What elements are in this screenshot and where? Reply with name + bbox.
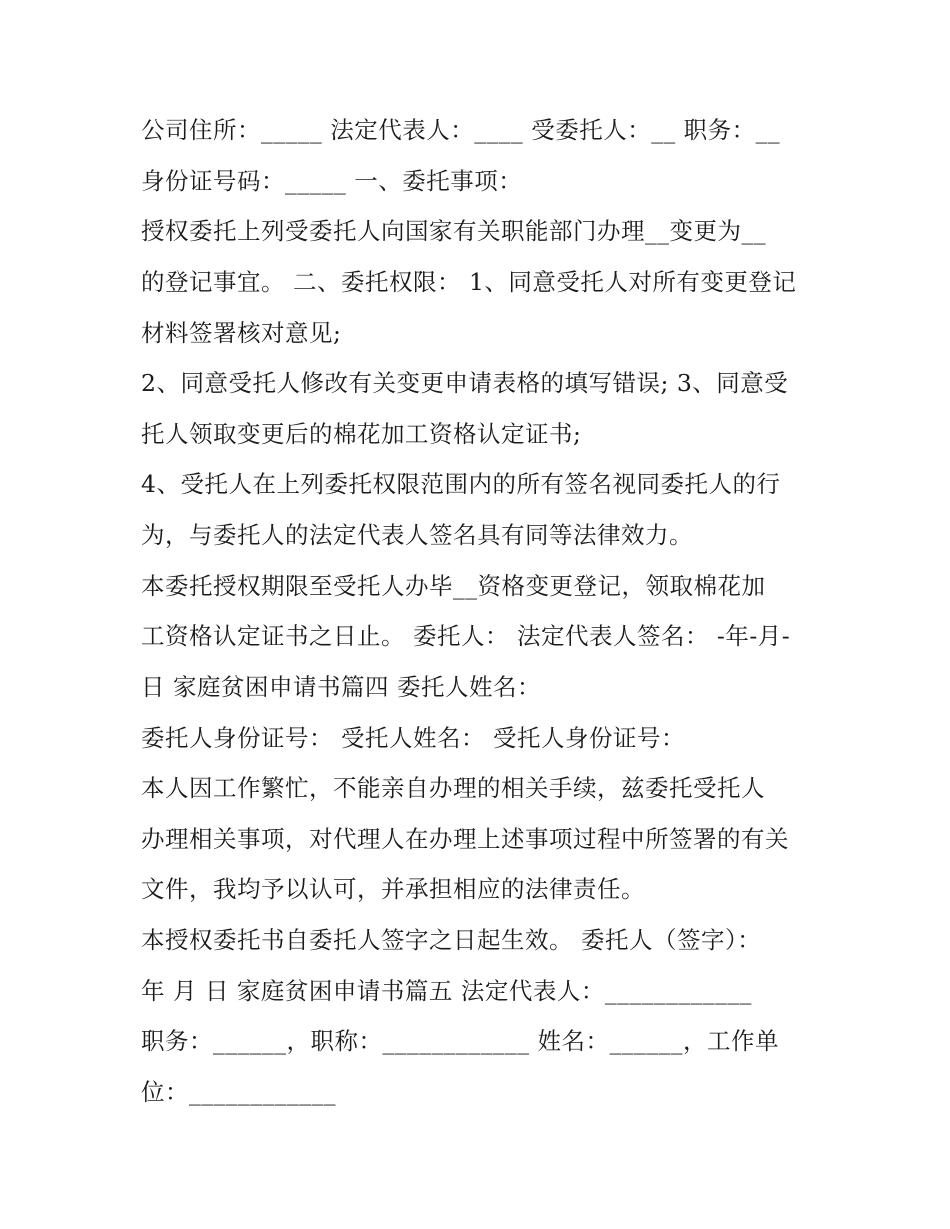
text-line: 4、受托人在上列委托权限范围内的所有签名视同委托人的行 <box>141 470 781 498</box>
text-line: 文件，我均予以认可，并承担相应的法律责任。 <box>141 875 645 903</box>
text-line: 本委托授权期限至受托人办毕__资格变更登记，领取棉花加 <box>141 572 766 600</box>
text-line: 本人因工作繁忙，不能亲自办理的相关手续，兹委托受托人 <box>141 774 765 802</box>
text-line: 位：____________ <box>141 1078 336 1106</box>
text-line: 年 月 日 家庭贫困申请书篇五 法定代表人：____________ <box>141 977 752 1005</box>
text-line: 工资格认定证书之日止。 委托人： 法定代表人签名： -年-月- <box>141 622 791 650</box>
text-line: 身份证号码：_____ 一、委托事项： <box>141 167 523 195</box>
text-line: 公司住所：_____ 法定代表人：____ 受委托人：__ 职务：__ <box>141 116 781 144</box>
text-line: 材料签署核对意见; <box>141 319 342 347</box>
text-line: 托人领取变更后的棉花加工资格认定证书; <box>141 420 582 448</box>
text-line: 办理相关事项，对代理人在办理上述事项过程中所签署的有关 <box>141 825 789 853</box>
text-line: 2、同意受托人修改有关变更申请表格的填写错误; 3、同意受 <box>141 369 789 397</box>
text-line: 的登记事宜。 二、委托权限： 1、同意受托人对所有变更登记 <box>141 268 797 296</box>
text-line: 委托人身份证号： 受托人姓名： 受托人身份证号： <box>141 724 685 752</box>
text-line: 授权委托上列受委托人向国家有关职能部门办理__变更为__ <box>141 217 766 245</box>
text-line: 日 家庭贫困申请书篇四 委托人姓名： <box>141 673 541 701</box>
text-line: 为，与委托人的法定代表人签名具有同等法律效力。 <box>141 521 693 549</box>
text-line: 本授权委托书自委托人签字之日起生效。 委托人（签字）： <box>141 926 762 954</box>
text-line: 职务：______，职称：____________ 姓名：______，工作单 <box>141 1027 779 1055</box>
